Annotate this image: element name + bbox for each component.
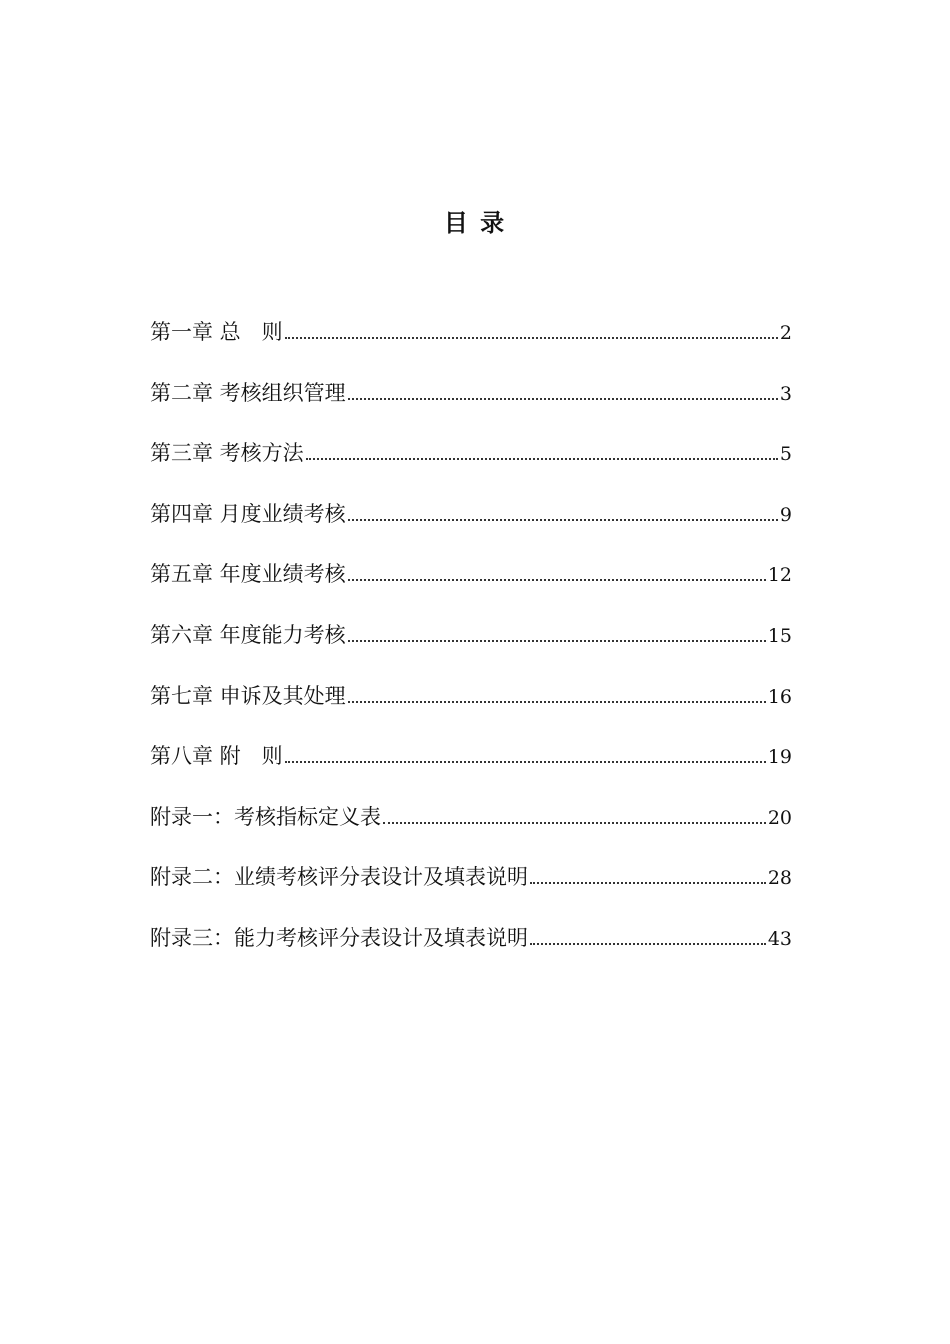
toc-entry-label: 第四章 月度业绩考核 — [150, 501, 346, 526]
toc-page-number: 19 — [767, 746, 792, 769]
toc-entry[interactable] — [150, 736, 792, 797]
toc-dot-leader — [348, 579, 766, 581]
toc-page-number: 28 — [767, 867, 792, 890]
toc-entry[interactable] — [150, 797, 792, 858]
toc-entry-label: 第七章 申诉及其处理 — [150, 683, 346, 708]
toc-dot-leader — [530, 943, 766, 945]
toc-dot-leader — [348, 398, 778, 400]
toc-entry-label: 第三章 考核方法 — [150, 441, 304, 466]
toc-page-number: 16 — [767, 685, 792, 708]
toc-entry-label: 附录一：考核指标定义表 — [150, 804, 381, 829]
toc-entry[interactable] — [150, 676, 792, 737]
toc-page-number: 43 — [767, 927, 792, 950]
toc-entry-label: 第一章 总 则 — [150, 320, 283, 344]
toc-page-number: 12 — [767, 564, 792, 587]
toc-dot-leader — [285, 337, 778, 339]
toc-entry[interactable] — [150, 554, 792, 615]
toc-entry-label: 附录二：业绩考核评分表设计及填表说明 — [150, 865, 528, 890]
toc-dot-leader — [348, 519, 778, 521]
toc-page-number: 5 — [779, 443, 792, 466]
toc-entry[interactable] — [150, 494, 792, 555]
toc-page-number: 3 — [779, 382, 792, 405]
toc-entry-label: 第五章 年度业绩考核 — [150, 562, 346, 587]
toc-dot-leader — [530, 882, 766, 884]
table-of-contents — [150, 312, 792, 979]
toc-dot-leader — [348, 640, 766, 642]
toc-entry-label: 第八章 附 则 — [150, 744, 283, 769]
toc-page-number: 2 — [779, 322, 792, 344]
toc-entry-label: 附录三：能力考核评分表设计及填表说明 — [150, 925, 528, 950]
toc-page-number: 9 — [779, 503, 792, 526]
toc-dot-leader — [348, 701, 766, 703]
toc-title: 目 录 — [443, 209, 507, 237]
toc-dot-leader — [306, 458, 778, 460]
toc-entry-label: 第二章 考核组织管理 — [150, 380, 346, 405]
toc-entry[interactable] — [150, 918, 792, 979]
toc-entry[interactable] — [150, 373, 792, 434]
toc-dot-leader — [383, 822, 766, 824]
toc-page-number: 20 — [767, 806, 792, 829]
toc-entry[interactable] — [150, 433, 792, 494]
toc-page-number: 15 — [767, 624, 792, 647]
toc-entry[interactable] — [150, 857, 792, 918]
toc-entry[interactable] — [150, 312, 792, 373]
toc-entry-label: 第六章 年度能力考核 — [150, 622, 346, 647]
toc-entry[interactable] — [150, 615, 792, 676]
toc-dot-leader — [285, 761, 766, 763]
